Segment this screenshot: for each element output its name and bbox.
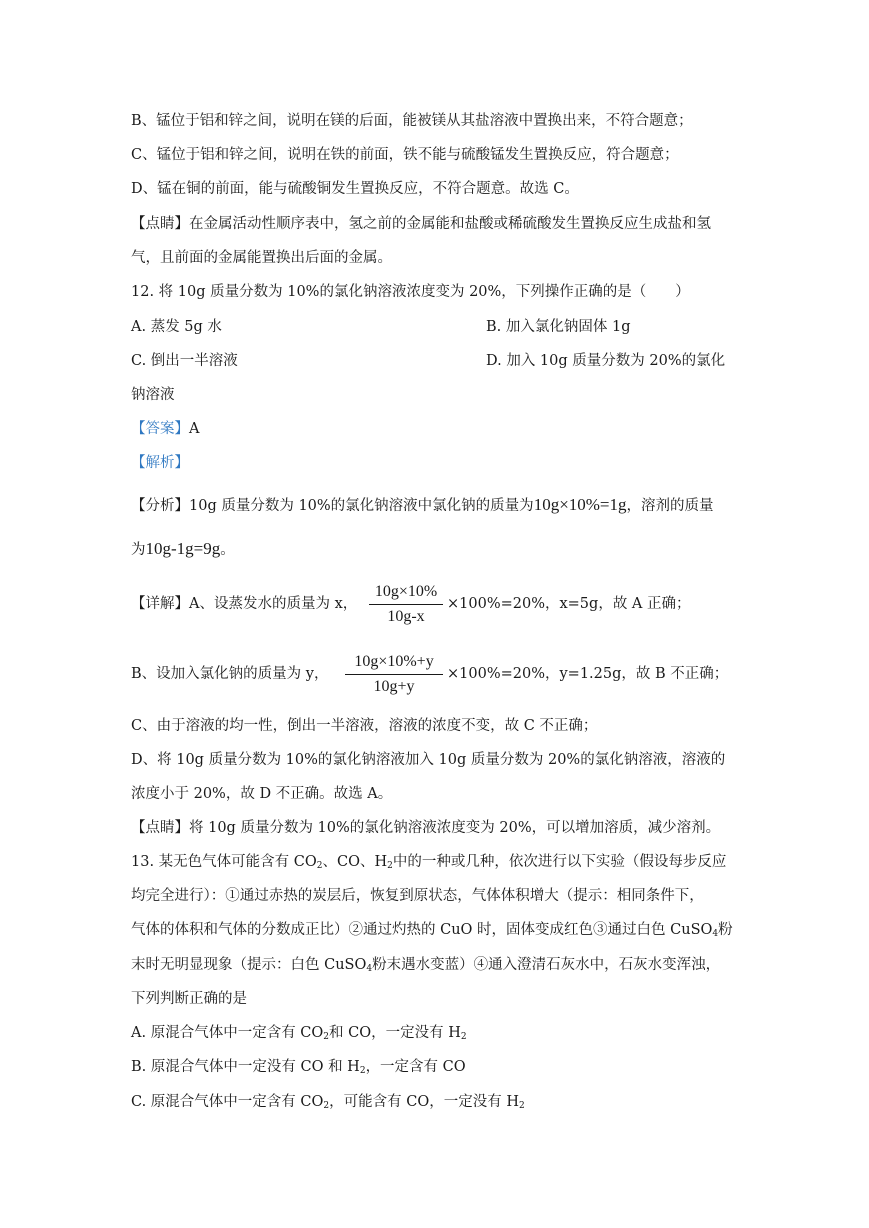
subscript: 2 [387,861,393,871]
q12-option-d: D. 加入 10g 质量分数为 20%的氯化 [486,353,726,369]
q13-option-text: ，一定含有 CO [365,1059,466,1075]
analysis-heading: 【解析】 [131,455,189,471]
question-12-stem: 12. 将 10g 质量分数为 10%的氯化钠溶液浓度变为 20%，下列操作正确的是（ ） [131,284,690,300]
q13-text: 粉 [718,922,733,938]
detail-b-result: ×100%=20%，y=1.25g，故 B 不正确； [447,666,729,682]
q13-option-text: C. 原混合气体中一定含有 CO [131,1094,324,1110]
question-13-line-2: 均完全进行）：①通过赤热的炭层后，恢复到原状态，气体体积增大（提示：相同条件下， [131,888,704,904]
fenxi-text: 【分析】10g 质量分数为 10%的氯化钠溶液中氯化钠的质量为 [131,498,534,514]
answer-line [131,422,199,437]
q13-option-text: ，可能含有 CO，一定没有 H [329,1094,519,1110]
q12-option-c: C. 倒出一半溶液 [131,353,238,369]
tip-q12: 【点睛】将 10g 质量分数为 10%的氯化钠溶液浓度变为 20%，可以增加溶质，减少溶剂。 [131,820,721,836]
detail-b-text: B、设加入氯化钠的质量为 y， [131,666,329,682]
detail-c: C、由于溶液的均一性，倒出一半溶液，溶液的浓度不变，故 C 不正确； [131,718,598,734]
fenxi-line-1 [131,496,714,514]
q13-option-c [131,1095,525,1110]
q12-option-d-cont: 钠溶液 [131,387,175,403]
subscript: 4 [366,964,373,974]
fenxi-line-2 [131,540,235,558]
tip-line-1: 【点睛】在金属活动性顺序表中，氢之前的金属能和盐酸或稀硫酸发生置换反应生成盐和氢 [131,216,711,232]
subscript: 4 [712,929,719,939]
q13-text: 、CO、H [322,854,388,870]
analysis-line-b: B、锰位于铝和锌之间，说明在镁的后面，能被镁从其盐溶液中置换出来，不符合题意； [131,113,693,129]
detail-d-1: D、将 10g 质量分数为 10%的氯化钠溶液加入 10g 质量分数为 20%的氯化钠溶液，溶液的 [131,752,726,768]
question-13-line-5: 下列判断正确的是 [131,991,247,1007]
q13-text: 末时无明显现象（提示：白色 CuSO [131,957,367,973]
detail-a-text: 【详解】A、设蒸发水的质量为 x， [131,596,358,612]
question-13-line-3 [131,923,733,938]
subscript: 2 [518,1101,525,1111]
q13-option-text: B. 原混合气体中一定没有 CO 和 H [131,1059,360,1075]
q13-text: 13. 某无色气体可能含有 CO [131,854,317,870]
equation-solvent-mass: 10g-1g=9g [145,539,221,558]
q13-option-b [131,1060,466,1075]
fraction-a-denominator: 10g-x [387,608,425,625]
question-13-line-1 [131,855,726,870]
subscript: 2 [460,1032,467,1042]
detail-d-2: 浓度小于 20%，故 D 不正确。故选 A。 [131,786,393,802]
subscript: 2 [323,1032,330,1042]
answer-value: A [189,421,200,437]
fenxi-text-4: 。 [220,542,235,558]
fraction-a-numerator: 10g×10% [374,583,438,600]
detail-a-result: ×100%=20%，x=5g，故 A 正确； [447,596,691,612]
fraction-b-bar [345,674,443,675]
fraction-a [369,584,443,625]
q12-option-a: A. 蒸发 5g 水 [131,319,222,335]
q13-option-text: 和 CO，一定没有 H [329,1025,461,1041]
q13-option-text: A. 原混合气体中一定含有 CO [131,1025,324,1041]
q13-text: 中的一种或几种，依次进行以下实验（假设每步反应 [392,854,727,870]
question-13-line-4 [131,958,720,973]
q12-option-b: B. 加入氯化钠固体 1g [486,319,631,335]
q13-option-a [131,1026,467,1041]
subscript: 2 [359,1066,366,1076]
fenxi-text-3: 为 [131,542,146,558]
equation-solute-mass: 10g×10%=1g [533,495,627,514]
fraction-b [345,654,443,695]
answer-label: 【答案】 [131,421,189,437]
analysis-line-d: D、锰在铜的前面，能与硫酸铜发生置换反应，不符合题意。故选 C。 [131,181,579,197]
fraction-a-bar [369,604,443,605]
tip-line-2: 气，且前面的金属能置换出后面的金属。 [131,250,392,266]
subscript: 2 [323,1101,330,1111]
fraction-b-denominator: 10g+y [373,678,415,695]
q13-text: 气体的体积和气体的分数成正比）②通过灼热的 CuO 时，固体变成红色③通过白色 CuSO [131,922,713,938]
fenxi-text-2: ，溶剂的质量 [626,498,714,514]
q13-text: 粉末遇水变蓝）④通入澄清石灰水中，石灰水变浑浊， [372,957,721,973]
subscript: 2 [316,861,323,871]
fraction-b-numerator: 10g×10%+y [354,653,434,670]
analysis-line-c: C、锰位于铝和锌之间，说明在铁的前面，铁不能与硫酸锰发生置换反应，符合题意； [131,147,679,163]
